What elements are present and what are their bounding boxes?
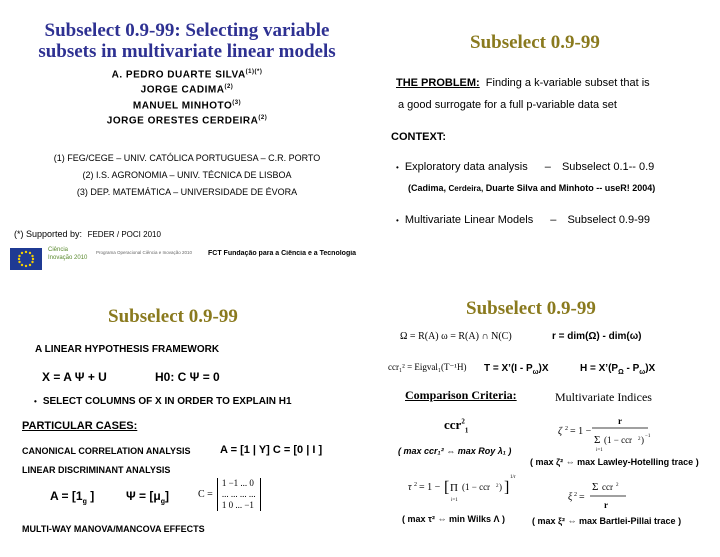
- lda-psi-equation: $\Psi = [\mu_g]$: [126, 489, 170, 506]
- ccr-symbol: ccr$^2_1$: [444, 417, 469, 435]
- pillai-equivalence: ( max ξ² ⇔ max Bartlei-Pillai trace ): [532, 516, 682, 526]
- rank-equation: r = dim(Ω) - dim(ω): [552, 331, 642, 342]
- q3-title: Subselect 0.9-99: [108, 306, 238, 327]
- svg-text:τ: τ: [408, 482, 412, 493]
- space-definitions: Ω = R(A) ω = R(A) ∩ N(C): [400, 331, 512, 342]
- bullet-icon: •: [34, 396, 37, 406]
- framework-label: A LINEAR HYPOTHESIS FRAMEWORK: [35, 344, 220, 355]
- svg-text:= 1 −: = 1 −: [570, 426, 592, 437]
- support-note: (*) Supported by: FEDER / POCI 2010: [14, 229, 161, 239]
- svg-text:2: 2: [616, 483, 619, 488]
- context-item-1: • Exploratory data analysis – Subselect 0.1-- 0.9: [396, 161, 655, 173]
- svg-text:2: 2: [574, 492, 577, 498]
- q4-title: Subselect 0.9-99: [466, 298, 596, 319]
- matrix-body: 1 −1 ... 0 ... ... ... ... 1 0 ... −1: [217, 478, 261, 511]
- t-matrix-equation: T = X’(I - $P_\omega)X$: [484, 363, 549, 376]
- svg-text:ζ: ζ: [558, 426, 563, 437]
- xi-formula-graphic: [566, 476, 686, 516]
- tau-formula: [406, 470, 546, 504]
- svg-text:= 1 −: = 1 −: [419, 482, 441, 493]
- svg-text:r: r: [618, 416, 622, 426]
- svg-text:2: 2: [414, 482, 417, 488]
- eigenvalue-equation: ccr₁² = Eigval₁(T⁻¹H): [388, 362, 467, 372]
- q2-title: Subselect 0.9-99: [470, 32, 600, 53]
- main-title: Subselect 0.9-99: Selecting variable subsets in multivariate linear models: [38, 20, 336, 62]
- roy-equivalence: ( max ccr₁² ⇔ max Roy λ₁ ): [398, 446, 512, 456]
- hypothesis-equation: H0: C Ψ = 0: [155, 370, 220, 384]
- cca-label: CANONICAL CORRELATION ANALYSIS: [22, 446, 191, 456]
- author-1: A. PEDRO DUARTE $SILVA^{(1)(*)}$: [111, 69, 263, 81]
- svg-text:−1: −1: [645, 434, 651, 439]
- svg-text:Π: Π: [450, 482, 458, 494]
- contrast-matrix: C = 1 −1 ... 0 ... ... ... ... 1 0 ... −1: [198, 478, 261, 511]
- zeta-formula: [556, 416, 716, 454]
- bullet-icon: •: [396, 215, 399, 225]
- context-reference: (Cadima, Cerdeira, Duarte Silva and Minhoto -- useR! 2004): [408, 183, 656, 193]
- affiliations: [12, 150, 362, 201]
- problem-statement: THE PROBLEM: Finding a k-variable subset that is a good surrogate for a full p-variable data set: [396, 77, 650, 111]
- svg-text:i=1: i=1: [451, 498, 458, 503]
- wilks-equivalence: ( max τ² ⇔ min Wilks Λ ): [402, 514, 505, 524]
- svg-text:2: 2: [496, 484, 499, 489]
- svg-text:): ): [499, 482, 502, 492]
- select-statement: • SELECT COLUMNS OF X IN ORDER TO EXPLAIN H1: [34, 396, 292, 407]
- svg-text:=: =: [579, 492, 585, 503]
- cca-equation: A = [1 | Y] C = [0 | I ]: [220, 444, 323, 456]
- context-item-2: • Multivariate Linear Models – Subselect 0.9-99: [396, 214, 651, 226]
- svg-text:): ): [641, 435, 644, 445]
- affiliation-1: (1) FEG/CEGE – UNIV. CATÓLICA PORTUGUESA – C.R. PORTO: [53, 153, 321, 163]
- problem-label: THE PROBLEM:: [396, 77, 480, 89]
- svg-text:ccr: ccr: [602, 482, 613, 492]
- svg-text:[: [: [444, 479, 450, 496]
- program-logo: Programa Operacional Ciência e Inovação 2010: [96, 250, 193, 255]
- h-matrix-equation: $H = X’(P_\Omega - P_\omega)X$: [580, 363, 656, 376]
- svg-text:r: r: [604, 500, 608, 510]
- author-2: JORGE CADIMA$^{(2)}$: [140, 84, 234, 96]
- manova-label: MULTI-WAY MANOVA/MANCOVA EFFECTS: [22, 524, 205, 534]
- multivariate-indices-label: Multivariate Indices: [555, 390, 652, 404]
- svg-text:Σ: Σ: [592, 481, 599, 493]
- svg-text:(1 − ccr: (1 − ccr: [604, 435, 633, 445]
- zeta-formula-graphic: [556, 416, 716, 454]
- ciencia-inovacao-logo: Ciência Inovação 2010: [48, 247, 88, 261]
- lawley-equivalence: ( max ζ² ⇔ max Lawley-Hotelling trace ): [530, 457, 699, 467]
- author-4: JORGE ORESTES CERDEIRA$^{(2)}$: [106, 114, 268, 127]
- bullet-icon: •: [396, 162, 399, 172]
- authors: [12, 66, 362, 127]
- tau-formula-graphic: [406, 470, 546, 504]
- svg-text:ξ: ξ: [568, 492, 573, 503]
- svg-text:]: ]: [504, 479, 510, 496]
- fct-logo: FCT Fundação para a Ciência e a Tecnologia: [208, 250, 357, 257]
- cases-label: PARTICULAR CASES:: [22, 420, 138, 432]
- author-3: MANUEL MINHOTO$^{(3)}$: [132, 99, 242, 111]
- lda-a-equation: $A = [1_g$ ]: [50, 489, 95, 506]
- xi-formula: [566, 476, 686, 516]
- svg-text:(1 − ccr: (1 − ccr: [462, 482, 491, 492]
- logos-row: [8, 246, 363, 272]
- affiliation-3: (3) DEP. MATEMÁTICA – UNIVERSIDADE DE ÉVORA: [76, 187, 298, 197]
- svg-text:i=1: i=1: [596, 448, 603, 453]
- svg-text:Σ: Σ: [594, 434, 601, 446]
- model-equation: X = A Ψ + U: [42, 370, 107, 384]
- affiliation-2: (2) I.S. AGRONOMIA – UNIV. TÉCNICA DE LISBOA: [82, 170, 292, 180]
- comparison-criteria-label: Comparison Criteria:: [405, 388, 517, 402]
- svg-text:1/r: 1/r: [510, 475, 516, 480]
- context-label: CONTEXT:: [391, 131, 446, 143]
- lda-label: LINEAR DISCRIMINANT ANALYSIS: [22, 465, 171, 475]
- eu-flag-icon: [10, 248, 42, 270]
- svg-text:2: 2: [565, 426, 568, 432]
- svg-text:2: 2: [638, 437, 641, 442]
